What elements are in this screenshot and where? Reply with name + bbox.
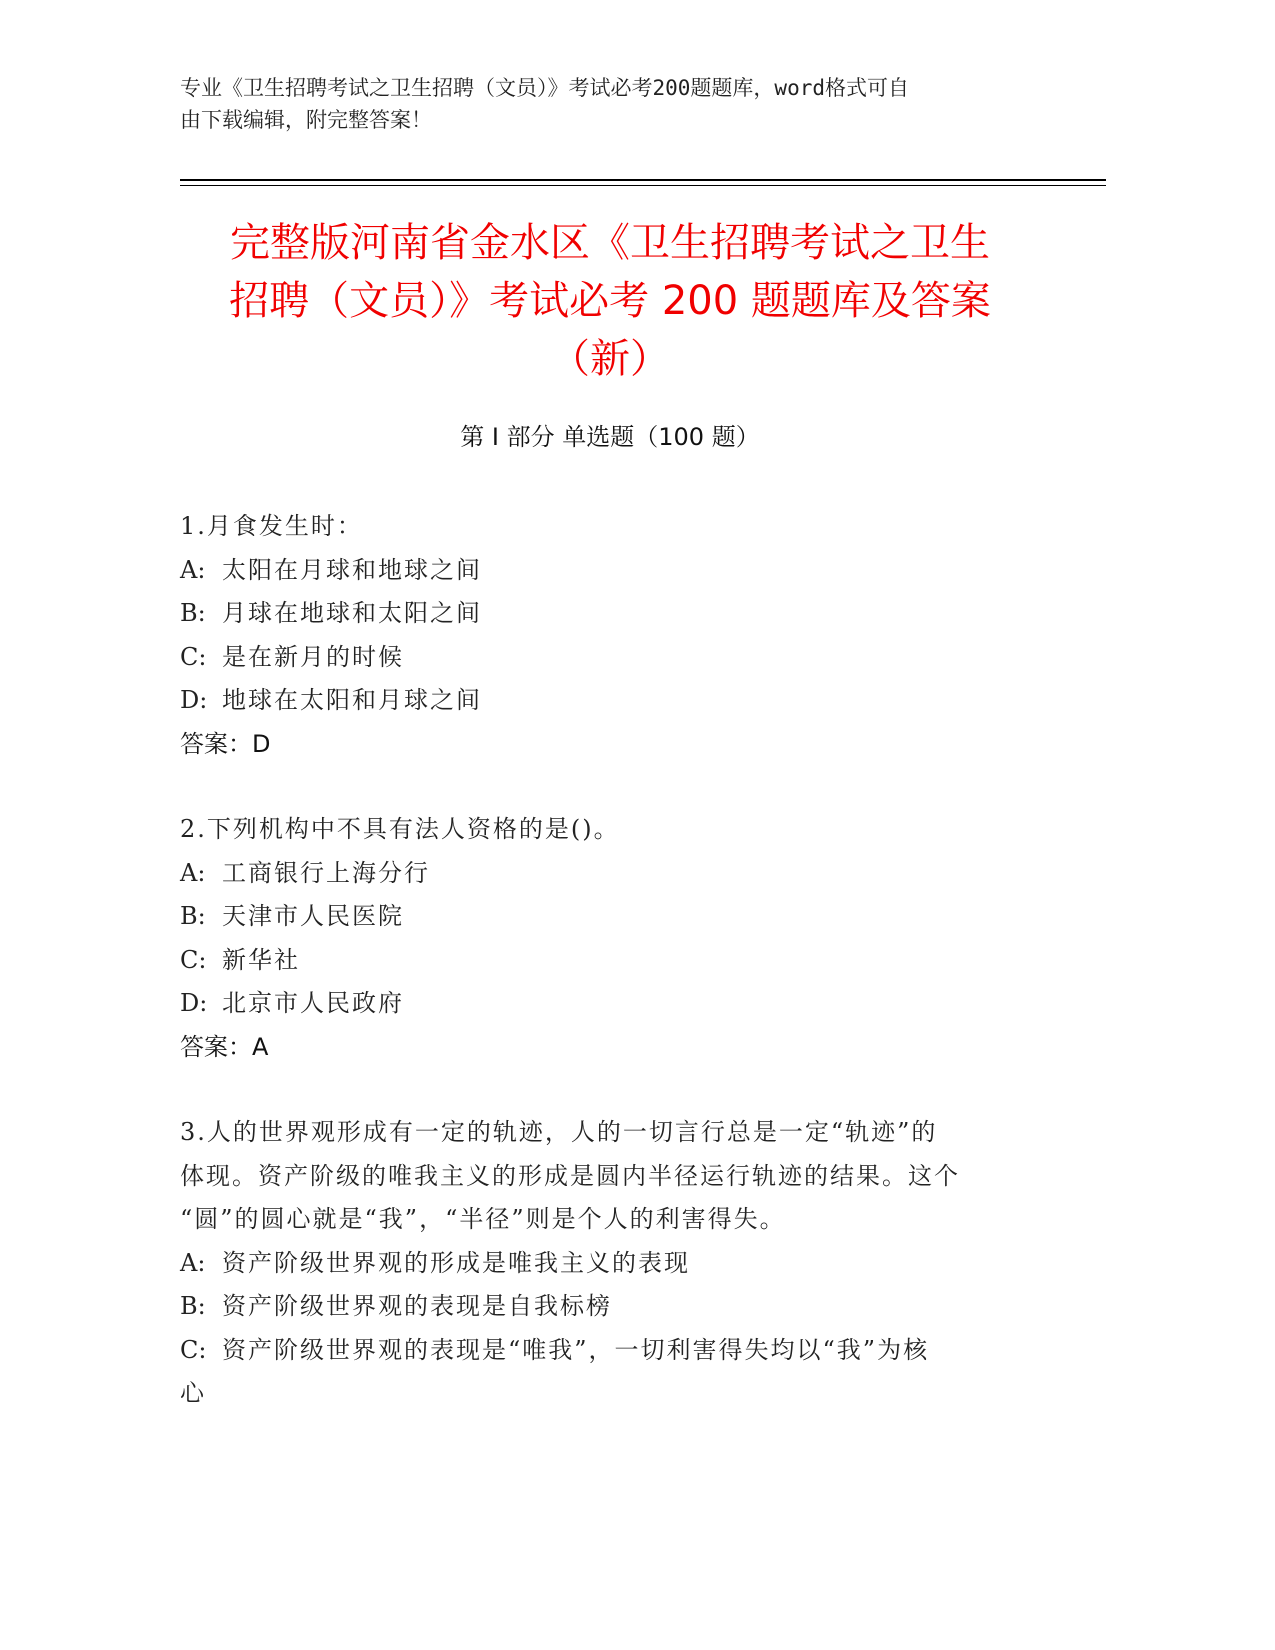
option-text: 资产阶级世界观的表现是自我标榜: [222, 1292, 612, 1320]
header-note-line-1: 专业《卫生招聘考试之卫生招聘（文员）》考试必考200题题库，word格式可自: [180, 76, 909, 100]
option-letter: D:: [180, 686, 208, 714]
option-b: [180, 895, 1060, 939]
option-a: [180, 1242, 1060, 1286]
option-letter: C:: [180, 1335, 207, 1364]
option-c: [180, 939, 1060, 983]
option-text: 资产阶级世界观的形成是唯我主义的表现: [222, 1248, 690, 1277]
option-text: 工商银行上海分行: [222, 858, 430, 887]
option-letter: B:: [180, 599, 206, 627]
option-text-continued: 心: [180, 1379, 206, 1407]
question-2: [180, 808, 1060, 1069]
option-b: [180, 1285, 1060, 1329]
option-text: 太阳在月球和地球之间: [222, 555, 482, 584]
option-b: [180, 592, 1060, 636]
header-divider-thin: [180, 185, 1106, 186]
option-c: [180, 636, 1060, 680]
option-letter: D:: [180, 989, 208, 1017]
option-text: 月球在地球和太阳之间: [222, 599, 482, 627]
document-title-line-2: 招聘（文员）》考试必考 200 题题库及答案: [229, 278, 991, 324]
option-a: [180, 549, 1060, 593]
option-letter: B:: [180, 1292, 206, 1320]
option-letter: A:: [180, 1248, 206, 1277]
option-letter: C:: [180, 945, 207, 974]
question-stem: “圆”的圆心就是“我”，“半径”则是个人的利害得失。: [180, 1205, 786, 1233]
option-a: [180, 852, 1060, 896]
option-text: 天津市人民医院: [222, 902, 404, 930]
question-stem: 3.人的世界观形成有一定的轨迹，人的一切言行总是一定“轨迹”的: [180, 1118, 938, 1146]
question-stem: 1.月食发生时：: [180, 512, 363, 540]
option-letter: C:: [180, 642, 207, 671]
option-letter: A:: [180, 555, 206, 584]
section-title: 第 I 部分 单选题（100 题）: [460, 423, 760, 451]
question-3: [180, 1111, 1060, 1416]
option-text: 北京市人民政府: [222, 989, 404, 1017]
question-stem: 2.下列机构中不具有法人资格的是()。: [180, 815, 620, 843]
option-text: 新华社: [222, 945, 300, 974]
option-c: [180, 1329, 1060, 1373]
header-note-line-2: 由下载编辑，附完整答案！: [180, 108, 432, 132]
document-title-line-1: 完整版河南省金水区《卫生招聘考试之卫生: [230, 220, 990, 266]
option-text: 资产阶级世界观的表现是“唯我”，一切利害得失均以“我”为核: [222, 1335, 930, 1364]
header-note: [180, 72, 1060, 136]
question-1: [180, 505, 1060, 766]
answer: 答案：A: [180, 1032, 269, 1061]
option-text: 地球在太阳和月球之间: [222, 686, 482, 714]
option-d: [180, 982, 1060, 1026]
option-letter: A:: [180, 858, 206, 887]
option-letter: B:: [180, 902, 206, 930]
header-divider-thick: [180, 179, 1106, 181]
question-list: [180, 505, 1060, 1458]
document-title-line-3: （新）: [550, 336, 670, 382]
document-title: [180, 214, 1040, 388]
answer: 答案：D: [180, 729, 271, 758]
option-d: [180, 679, 1060, 723]
option-text: 是在新月的时候: [222, 642, 404, 671]
question-stem: 体现。资产阶级的唯我主义的形成是圆内半径运行轨迹的结果。这个: [180, 1161, 960, 1190]
